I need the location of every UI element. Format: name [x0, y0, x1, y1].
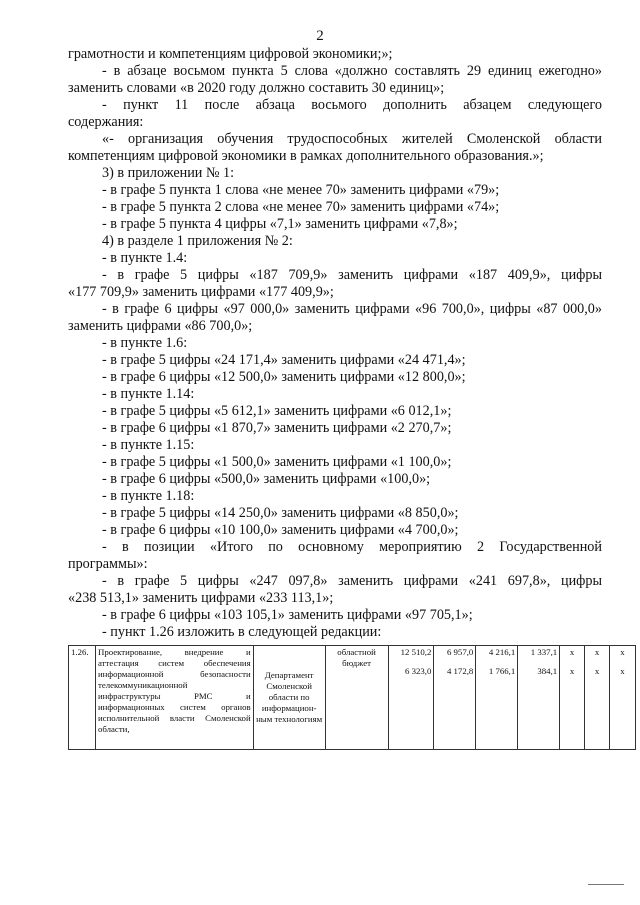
text-line: - в графе 6 цифры «97 000,0» заменить цифрами «96 700,0», цифры «87 000,0»: [102, 301, 602, 317]
text-line: - пункт 11 после абзаца восьмого дополнить абзацем следующего: [102, 97, 602, 113]
text-line: - в пункте 1.14:: [102, 386, 195, 402]
mark-col-10: х х: [585, 646, 610, 750]
mark-col-9: х х: [560, 646, 585, 750]
text-line: 4) в разделе 1 приложения № 2:: [102, 233, 293, 249]
program-table: [68, 645, 636, 750]
text-line: - в графе 5 цифры «14 250,0» заменить цифрами «8 850,0»;: [102, 505, 459, 521]
text-line: содержания:: [68, 114, 144, 130]
text-line: - в графе 5 цифры «24 171,4» заменить цифрами «24 471,4»;: [102, 352, 466, 368]
text-line: заменить словами «в 2020 году должно составить 30 единиц»;: [68, 80, 445, 96]
text-line: - в графе 6 цифры «10 100,0» заменить цифрами «4 700,0»;: [102, 522, 459, 538]
mark-col-11: х х: [610, 646, 636, 750]
text-line: - в графе 5 цифры «187 709,9» заменить цифрами «187 409,9», цифры: [102, 267, 602, 283]
value-col-5: 12 510,2 6 323,0: [388, 646, 434, 750]
text-line: - в графе 5 пункта 2 слова «не менее 70» заменить цифрами «74»;: [102, 199, 500, 215]
activity-name: Проектирование, внедрение и аттестация систем обеспечения информационной безопасности телекоммуникационной инфраструктуры РМС и информационных систем органов исполнительной власти Смоленской области,: [95, 646, 253, 750]
text-line: грамотности и компетенциям цифровой экономики;»;: [68, 46, 393, 62]
text-line: - в пункте 1.15:: [102, 437, 195, 453]
row-number: 1.26.: [69, 646, 96, 750]
text-line: компетенциям цифровой экономики в рамках дополнительного образования.»;: [68, 148, 544, 164]
value-col-8: 1 337,1 384,1: [518, 646, 560, 750]
text-line: - в графе 5 цифры «247 097,8» заменить цифрами «241 697,8», цифры: [102, 573, 602, 589]
page-number: 2: [316, 28, 324, 44]
text-line: программы»:: [68, 556, 148, 572]
text-line: 3) в приложении № 1:: [102, 165, 235, 181]
text-line: «177 709,9» заменить цифрами «177 409,9»;: [68, 284, 334, 300]
footer-mark: [588, 884, 624, 885]
value-col-6: 6 957,0 4 172,8: [434, 646, 476, 750]
text-line: «- организация обучения трудоспособных жителей Смоленской области: [102, 131, 602, 147]
text-line: - в графе 5 пункта 1 слова «не менее 70» заменить цифрами «79»;: [102, 182, 500, 198]
text-line: - в графе 6 цифры «103 105,1» заменить цифрами «97 705,1»;: [102, 607, 473, 623]
text-line: - в графе 6 цифры «12 500,0» заменить цифрами «12 800,0»;: [102, 369, 466, 385]
funding-source: областной бюджет: [325, 646, 388, 750]
document-body: [68, 46, 602, 641]
text-line: - в пункте 1.6:: [102, 335, 188, 351]
text-line: - в графе 5 цифры «1 500,0» заменить цифрами «1 100,0»;: [102, 454, 452, 470]
text-line: «238 513,1» заменить цифрами «233 113,1»;: [68, 590, 334, 606]
text-line: - в пункте 1.18:: [102, 488, 195, 504]
value-col-7: 4 216,1 1 766,1: [476, 646, 518, 750]
text-line: заменить цифрами «86 700,0»;: [68, 318, 253, 334]
text-line: - в графе 6 цифры «500,0» заменить цифрами «100,0»;: [102, 471, 431, 487]
executor: Департамент Смоленской области по информацион-ным технологиям: [253, 646, 325, 750]
text-line: - в графе 5 цифры «5 612,1» заменить цифрами «6 012,1»;: [102, 403, 452, 419]
text-line: - в графе 5 пункта 4 цифры «7,1» заменить цифрами «7,8»;: [102, 216, 458, 232]
text-line: - пункт 1.26 изложить в следующей редакции:: [102, 624, 382, 640]
text-line: - в пункте 1.4:: [102, 250, 188, 266]
text-line: - в графе 6 цифры «1 870,7» заменить цифрами «2 270,7»;: [102, 420, 452, 436]
text-line: - в абзаце восьмом пункта 5 слова «должно составлять 29 единиц ежегодно»: [102, 63, 602, 79]
text-line: - в позиции «Итого по основному мероприятию 2 Государственной: [102, 539, 602, 555]
